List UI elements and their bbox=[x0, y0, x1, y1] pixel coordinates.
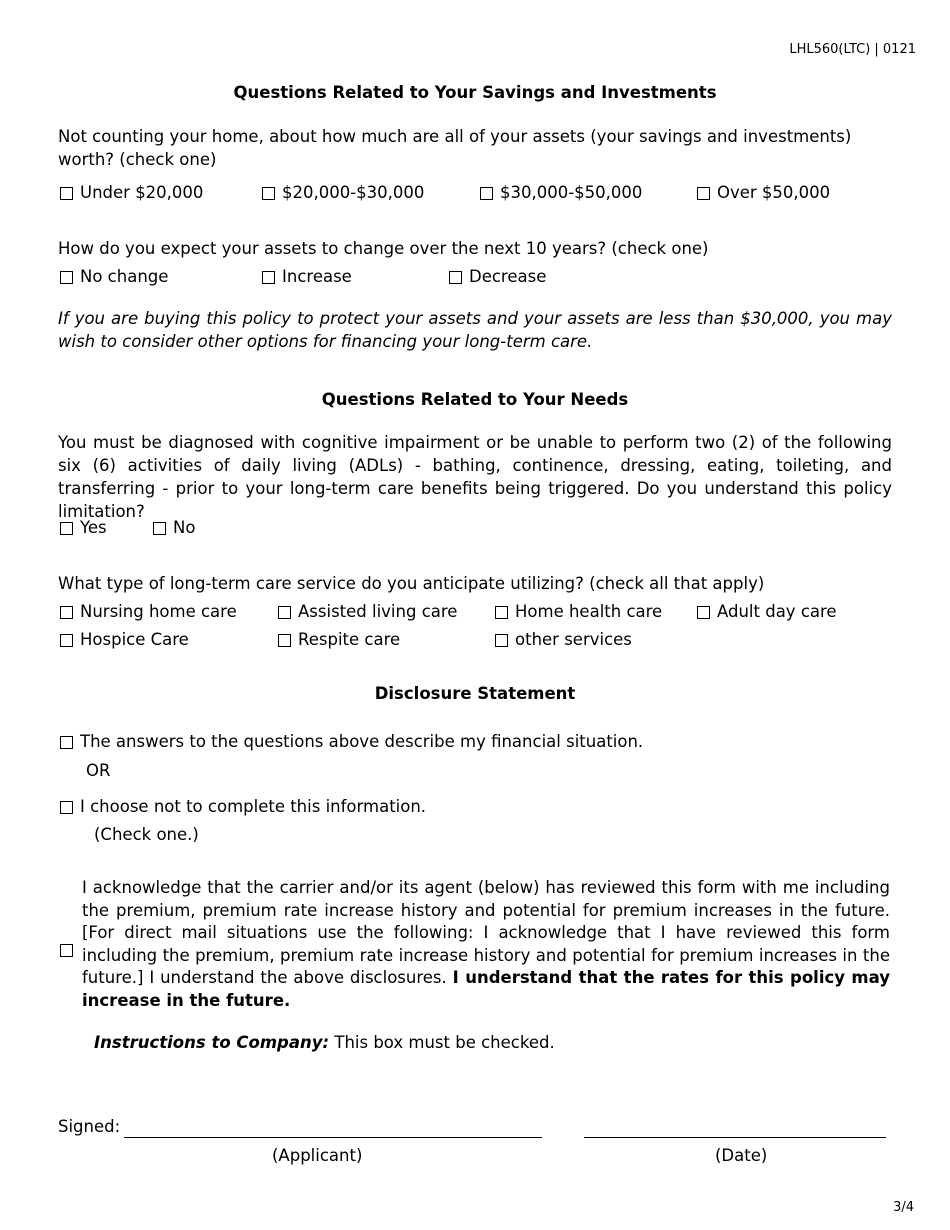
option-label: Hospice Care bbox=[80, 630, 189, 649]
acknowledgement-text bbox=[82, 877, 890, 1013]
assets-question: Not counting your home, about how much are all of your assets (your savings and investments) worth? (check one) bbox=[58, 127, 852, 169]
applicant-label: (Applicant) bbox=[272, 1146, 363, 1165]
checkbox[interactable] bbox=[153, 522, 166, 535]
checkbox[interactable] bbox=[262, 271, 275, 284]
instructions-text: This box must be checked. bbox=[334, 1033, 555, 1052]
checkbox[interactable] bbox=[60, 271, 73, 284]
option-label: Over $50,000 bbox=[717, 183, 831, 202]
form-id: LHL560(LTC) | 0121 bbox=[789, 42, 916, 57]
date-label: (Date) bbox=[715, 1146, 768, 1165]
checkbox[interactable] bbox=[495, 634, 508, 647]
option-label: Under $20,000 bbox=[80, 183, 204, 202]
date-signature-line[interactable] bbox=[584, 1137, 886, 1138]
assets-change-question: How do you expect your assets to change over the next 10 years? (check one) bbox=[58, 239, 709, 258]
option-label: Yes bbox=[80, 518, 107, 537]
checkbox[interactable] bbox=[60, 634, 73, 647]
option-label: $30,000-$50,000 bbox=[500, 183, 643, 202]
option-hospice-care[interactable] bbox=[60, 629, 189, 651]
checkbox[interactable] bbox=[697, 606, 710, 619]
option-label: No bbox=[173, 518, 196, 537]
checkbox[interactable] bbox=[262, 187, 275, 200]
option-label: Nursing home care bbox=[80, 602, 237, 621]
checkbox[interactable] bbox=[278, 634, 291, 647]
option-label: Adult day care bbox=[717, 602, 837, 621]
checkbox[interactable] bbox=[60, 606, 73, 619]
checkbox[interactable] bbox=[60, 187, 73, 200]
option-label: No change bbox=[80, 267, 169, 286]
option-label: Home health care bbox=[515, 602, 663, 621]
option-label: $20,000-$30,000 bbox=[282, 183, 425, 202]
acknowledgement-emphasis: I understand that the rates for this policy may increase in the future. bbox=[82, 968, 890, 1010]
option-over-50000[interactable] bbox=[697, 182, 830, 204]
option-home-health-care[interactable] bbox=[495, 601, 662, 623]
option-decrease[interactable] bbox=[449, 266, 546, 288]
checkbox[interactable] bbox=[449, 271, 462, 284]
checkbox[interactable] bbox=[60, 736, 73, 749]
option-increase[interactable] bbox=[262, 266, 352, 288]
option-other-services[interactable] bbox=[495, 629, 632, 651]
option-yes[interactable] bbox=[60, 517, 107, 539]
assets-note: If you are buying this policy to protect your assets and your assets are less than $30,000, you may wish to consider other options for financing your long-term care. bbox=[58, 309, 892, 351]
option-assisted-living-care[interactable] bbox=[278, 601, 457, 623]
option-20000-30000[interactable] bbox=[262, 182, 424, 204]
option-under-20000[interactable] bbox=[60, 182, 203, 204]
option-label: I choose not to complete this information. bbox=[80, 797, 427, 816]
applicant-signature-line[interactable] bbox=[124, 1137, 542, 1138]
or-label: OR bbox=[86, 761, 111, 780]
option-financial-situation[interactable] bbox=[60, 731, 643, 753]
option-label: Increase bbox=[282, 267, 352, 286]
option-label: Assisted living care bbox=[298, 602, 458, 621]
checkbox[interactable] bbox=[278, 606, 291, 619]
checkbox[interactable] bbox=[495, 606, 508, 619]
checkbox[interactable] bbox=[60, 522, 73, 535]
acknowledgement-body: I acknowledge that the carrier and/or its agent (below) has reviewed this form with me including the premium, premium rate increase history and potential for premium increases in the future. [For direct mail situations use the following: I acknowledge that I have reviewed this form including the premium, premium rate increase history and potential for premium increases in the future.] I understand the above disclosures. bbox=[82, 878, 890, 988]
checkbox[interactable] bbox=[60, 801, 73, 814]
option-adult-day-care[interactable] bbox=[697, 601, 837, 623]
disclosure-section-title: Disclosure Statement bbox=[374, 684, 576, 703]
option-label: The answers to the questions above describe my financial situation. bbox=[80, 732, 644, 751]
checkbox[interactable] bbox=[697, 187, 710, 200]
option-label: Decrease bbox=[469, 267, 547, 286]
care-type-question: What type of long-term care service do you anticipate utilizing? (check all that apply) bbox=[58, 574, 765, 593]
option-no[interactable] bbox=[153, 517, 195, 539]
savings-section-title: Questions Related to Your Savings and Investments bbox=[233, 83, 717, 102]
page-number: 3/4 bbox=[893, 1200, 914, 1215]
option-decline-information[interactable] bbox=[60, 796, 426, 818]
option-nursing-home-care[interactable] bbox=[60, 601, 237, 623]
option-label: Respite care bbox=[298, 630, 401, 649]
option-30000-50000[interactable] bbox=[480, 182, 642, 204]
option-label: other services bbox=[515, 630, 632, 649]
signed-label: Signed: bbox=[58, 1117, 121, 1136]
instructions-label: Instructions to Company: bbox=[94, 1033, 330, 1052]
check-one-label: (Check one.) bbox=[94, 825, 199, 844]
adl-question: You must be diagnosed with cognitive impairment or be unable to perform two (2) of the following six (6) activities of daily living (ADLs) - bathing, continence, dressing, eating, toileting, and transferring - prior to your long-term care benefits being triggered. Do you understand this policy limitation? bbox=[58, 433, 892, 521]
instructions-to-company bbox=[94, 1033, 555, 1052]
needs-section-title: Questions Related to Your Needs bbox=[321, 390, 629, 409]
acknowledgement-checkbox[interactable] bbox=[60, 944, 73, 957]
option-respite-care[interactable] bbox=[278, 629, 400, 651]
option-no-change[interactable] bbox=[60, 266, 168, 288]
checkbox[interactable] bbox=[480, 187, 493, 200]
